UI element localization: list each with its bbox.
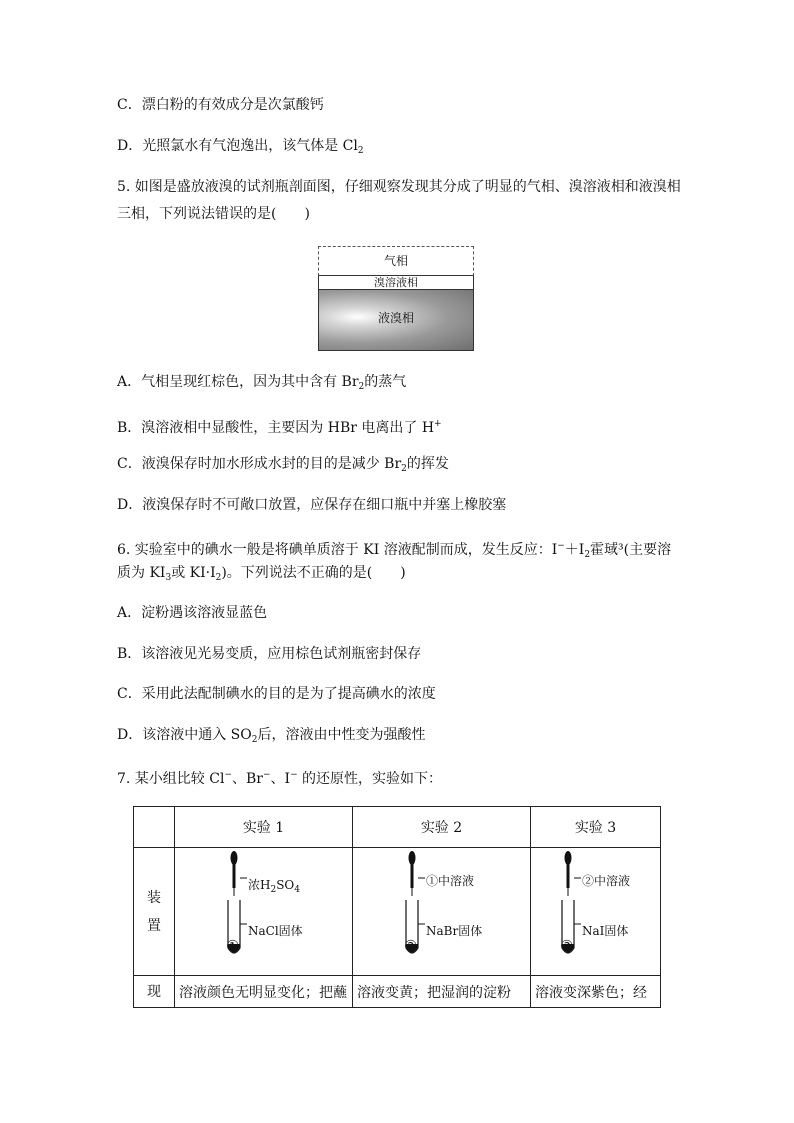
liquid-bromine-layer: 液溴相 [318, 289, 474, 351]
test-tube-dropper-icon [395, 848, 435, 975]
solid-label-2: NaBr固体 [426, 924, 483, 938]
table-corner-cell [134, 807, 175, 848]
observation-cell-1: 溶液颜色无明显变化；把蘸 [175, 976, 353, 1008]
reagent-label-1: 浓$H_2SO_4$ [248, 878, 300, 895]
test-tube-dropper-icon [217, 848, 257, 975]
apparatus-cell-3 [531, 848, 661, 976]
q6-stem-line1: 6. 实验室中的碘水一般是将碘单质溶于 KI 溶液配制而成，发生反应：$I^-+I_2$霍琙³(主要溶 [117, 541, 672, 560]
tube-number-3: ③ [560, 937, 574, 955]
solution-phase-layer: 溴溶液相 [318, 275, 474, 290]
apparatus-cell-1 [175, 848, 353, 976]
q7-stem: 7. 某小组比较 Cl−、Br−、I− 的还原性，实验如下： [117, 770, 443, 787]
q5-option-c: C．液溴保存时加水形成水封的目的是减少 $Br_2$的挥发 [117, 456, 449, 474]
observation-cell-2: 溶液变黄；把湿润的淀粉 [353, 976, 531, 1008]
gas-phase-layer: 气相 [318, 246, 474, 276]
tube-number-1: ① [226, 937, 240, 955]
q5-option-d: D．液溴保存时不可敞口放置，应保存在细口瓶中并塞上橡胶塞 [117, 497, 507, 513]
option-c-prev: C．漂白粉的有效成分是次氯酸钙 [117, 97, 324, 113]
solid-label-1: NaCl固体 [248, 924, 303, 938]
experiment-table [133, 806, 661, 1008]
q5-option-b: B．溴溶液相中显酸性，主要因为 HBr 电离出了 H+ [117, 419, 442, 436]
option-d-prev: D．光照氯水有气泡逸出，该气体是 $Cl_2$ [117, 138, 364, 156]
q6-option-d: D．该溶液中通入 $SO_2$后，溶液由中性变为强酸性 [117, 727, 426, 745]
row-label-apparatus: 装 置 [134, 848, 175, 976]
reagent-label-2: ①中溶液 [426, 874, 475, 888]
q6-stem-line2: 质为 $KI_3$或 $KI\cdot I_2$)。下列说法不正确的是( ) [117, 565, 406, 583]
solid-label-3: NaI固体 [582, 924, 629, 938]
q6-option-c: C．采用此法配制碘水的目的是为了提高碘水的浓度 [117, 686, 436, 702]
q5-stem-line2: 三相，下列说法错误的是( ) [117, 206, 310, 222]
header-experiment-2: 实验 2 [353, 807, 531, 848]
header-experiment-3: 实验 3 [531, 807, 661, 848]
observation-cell-3: 溶液变深紫色；经 [531, 976, 661, 1008]
q5-option-a: A．气相呈现红棕色，因为其中含有 $Br_2$的蒸气 [117, 374, 407, 392]
row-label-observation: 现 [134, 976, 175, 1008]
reagent-label-3: ②中溶液 [582, 874, 631, 888]
bottle-cross-section-diagram [318, 246, 474, 351]
header-experiment-1: 实验 1 [175, 807, 353, 848]
q5-stem-line1: 5. 如图是盛放液溴的试剂瓶剖面图，仔细观察发现其分成了明显的气相、溴溶液相和液溴相 [117, 179, 681, 195]
q6-option-a: A．淀粉遇该溶液显蓝色 [117, 605, 268, 621]
apparatus-cell-2 [353, 848, 531, 976]
tube-number-2: ② [404, 937, 418, 955]
q6-option-b: B．该溶液见光易变质，应用棕色试剂瓶密封保存 [117, 646, 422, 662]
test-tube-dropper-icon [551, 848, 591, 975]
